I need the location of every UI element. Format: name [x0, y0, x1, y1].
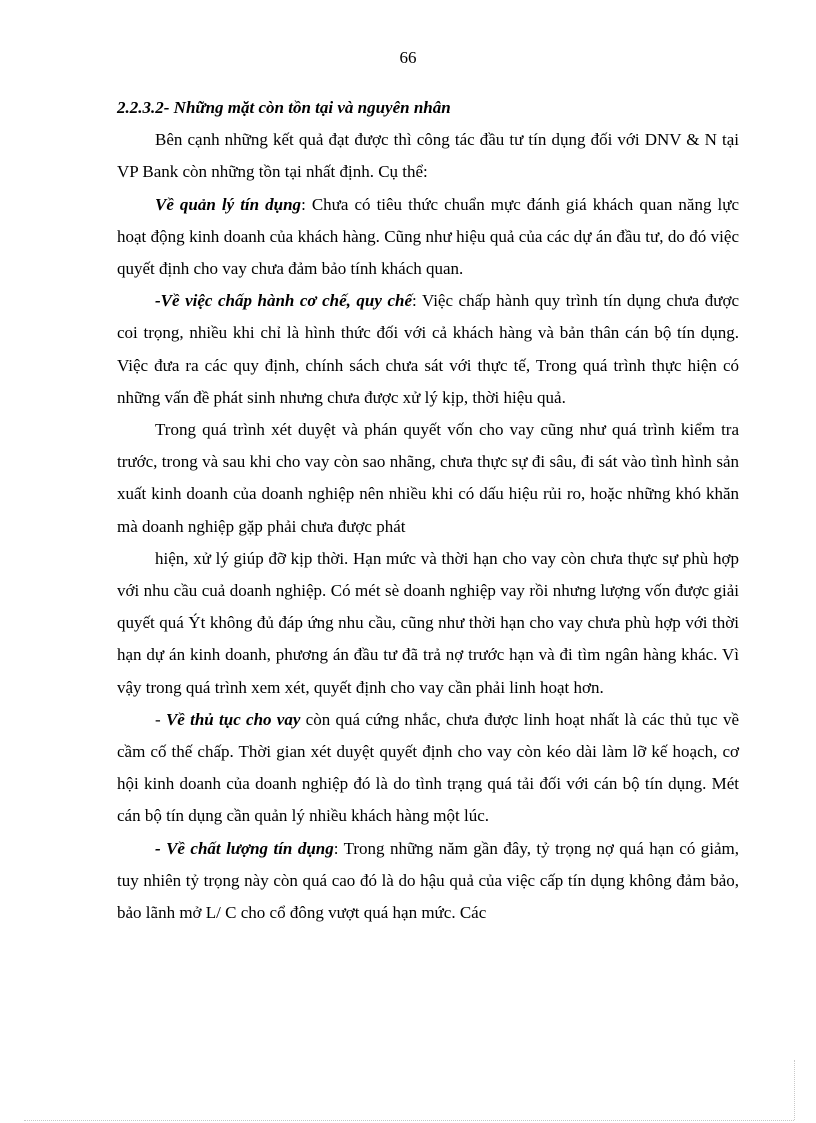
- lead-credit-quality: - Về chất lượng tín dụng: [155, 838, 334, 858]
- paragraph-regulation-compliance: [117, 285, 739, 414]
- page-number: 66: [399, 48, 417, 67]
- paragraph-credit-limits: hiện, xử lý giúp đỡ kịp thời. Hạn mức và thời hạn cho vay còn chưa thực sự phù hợp với nhu cầu cuả doanh nghiệp. Có mét sè doanh nghiệp vay rồi nhưng lượng vốn được giải quyết quá Ýt không đủ đáp ứng nhu cầu, cũng như thời hạn cho vay chưa phù hợp với thời hạn dự án kinh doanh, phương án đầu tư đã trả nợ trước hạn và đi tìm ngân hàng khác. Vì vậy trong quá trình xem xét, quyết định cho vay cần phải linh hoạt hơn.: [117, 548, 739, 697]
- text-regulation-compliance: : Việc chấp hành quy trình tín dụng chưa được coi trọng, nhiều khi chỉ là hình thức đối với cả khách hàng và bản thân cán bộ tín dụng. Việc đưa ra các quy định, chính sách chưa sát với thực tế, Trong quá trình thực hiện có những vấn đề phát sinh nhưng chưa được xử lý kịp, thời hiệu quả.: [117, 291, 740, 407]
- document-body: [117, 92, 739, 929]
- text-loan-procedures: còn quá cứng nhắc, chưa được linh hoạt nhất là các thủ tục về cầm cố thế chấp. Thời gian xét duyệt quyết định cho vay còn kéo dài làm lỡ kế hoạch, cơ hội kinh doanh của doanh nghiệp đó là do tình trạng quá tải đối với cán bộ tín dụng. Mét cán bộ tín dụng cần quản lý nhiều khách hàng một lúc.: [117, 709, 739, 826]
- lead-credit-management: Về quản lý tín dụng: [155, 194, 302, 214]
- text-credit-management: : Chưa có tiêu thức chuẩn mực đánh giá khách quan năng lực hoạt động kinh doanh của khách hàng. Cũng như hiệu quả của các dự án đầu tư, do đó việc quyết định cho vay chưa đảm bảo tính khách quan.: [117, 194, 739, 279]
- text-credit-quality: : Trong những năm gần đây, tỷ trọng nợ quá hạn có giảm, tuy nhiên tỷ trọng này còn quá cao đó là do hậu quả của việc cấp tín dụng không đảm bảo, bảo lãnh mở L/ C cho cổ đông vượt quá hạn mức. Các: [117, 838, 739, 923]
- paragraph-credit-management: [117, 189, 739, 286]
- lead-regulation-compliance: -Về việc chấp hành cơ chế, quy chế: [155, 291, 412, 311]
- page-bottom-border: [24, 1120, 794, 1121]
- page-side-border: [794, 1060, 795, 1120]
- prefix-loan-procedures: -: [155, 709, 166, 729]
- paragraph-intro: Bên cạnh những kết quả đạt được thì công tác đầu tư tín dụng đối với DNV & N tại VP Bank còn những tồn tại nhất định. Cụ thể:: [117, 130, 739, 182]
- paragraph-appraisal-process: Trong quá trình xét duyệt và phán quyết vốn cho vay cũng như quá trình kiểm tra trước, trong và sau khi cho vay còn sao nhãng, chưa thực sự đi sâu, đi sát vào tình hình sản xuất kinh doanh của doanh nghiệp nên nhiều khi có dấu hiệu rủi ro, hoặc những khó khăn mà doanh nghiệp gặp phải chưa được phát: [117, 420, 739, 536]
- paragraph-credit-quality: [117, 833, 739, 930]
- paragraph-loan-procedures: [117, 704, 739, 833]
- section-heading: 2.2.3.2- Những mặt còn tồn tại và nguyên nhân: [117, 98, 451, 117]
- lead-loan-procedures: Về thủ tục cho vay: [165, 709, 301, 729]
